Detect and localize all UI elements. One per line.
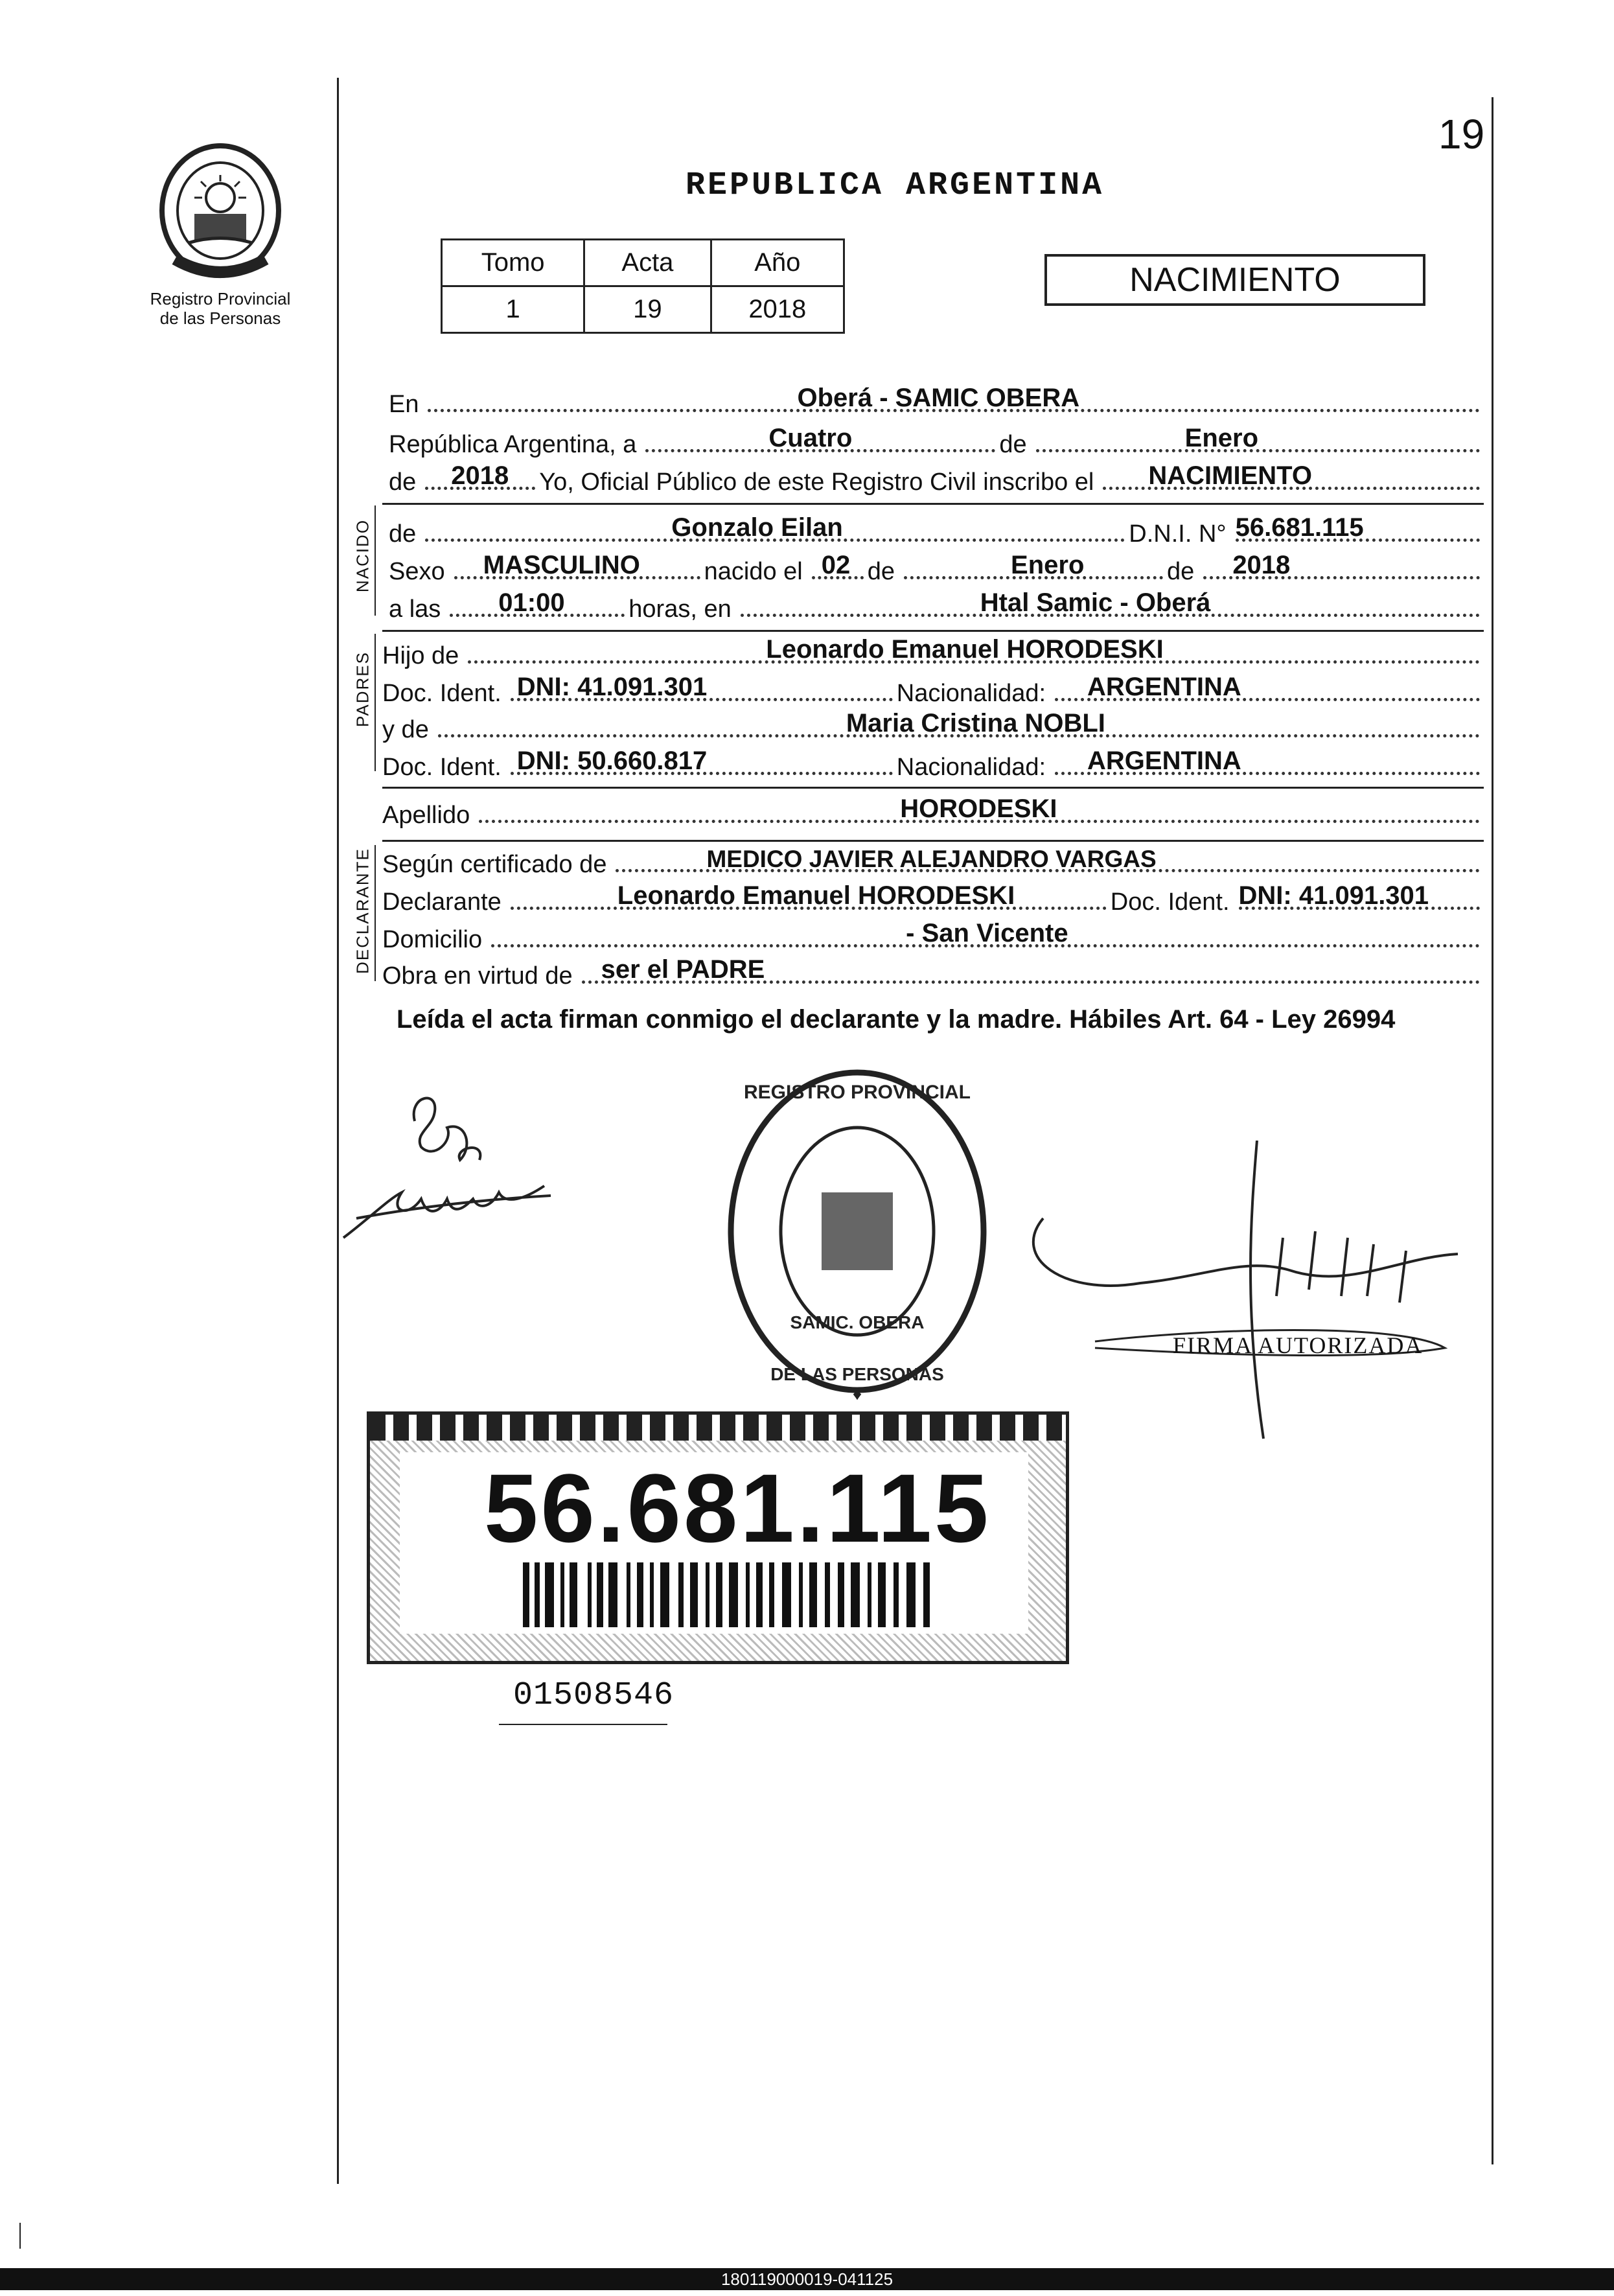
row-apellido: [382, 792, 1484, 829]
svg-text:♦: ♦: [852, 1384, 862, 1404]
official-stamp: [718, 1063, 997, 1406]
value-certificado: MEDICO JAVIER ALEJANDRO VARGAS: [706, 846, 1157, 872]
label-dni: D.N.I. N°: [1129, 520, 1227, 548]
value-dni: 56.681.115: [1235, 513, 1364, 542]
header-ano: Año: [711, 240, 844, 286]
row-y-de: [382, 706, 1484, 744]
value-ano: 2018: [711, 286, 844, 333]
reference-table: [441, 238, 845, 334]
label-de-month: de: [867, 558, 895, 585]
value-acta: 19: [584, 286, 711, 333]
value-month: Enero: [1184, 424, 1259, 452]
row-declarante: [382, 879, 1484, 916]
value-madre-nac: ARGENTINA: [1087, 747, 1241, 775]
page-number: 19: [1438, 111, 1485, 157]
label-doc-padre: Doc. Ident.: [382, 680, 501, 707]
dni-label-number: 56.681.115: [484, 1454, 991, 1562]
label-de-birth-year: de: [1167, 558, 1195, 585]
dni-number-label: [367, 1411, 1069, 1664]
value-padre-nac: ARGENTINA: [1087, 673, 1241, 701]
provincial-seal-logo: [149, 136, 292, 285]
label-nac-madre: Nacionalidad:: [896, 754, 1046, 781]
authorized-signature: [1011, 1141, 1464, 1478]
logo-caption-line2: de las Personas: [159, 308, 281, 328]
right-margin-line: [1492, 97, 1493, 2164]
divider-1: [382, 503, 1484, 505]
label-en: En: [389, 391, 419, 418]
label-nac-padre: Nacionalidad:: [896, 680, 1046, 707]
nacido-bracket: [375, 505, 376, 616]
row-hora: [389, 586, 1484, 623]
value-birth-day: 02: [821, 551, 851, 579]
document-title: REPUBLICA ARGENTINA: [686, 167, 1105, 204]
row-year: [389, 459, 1484, 496]
row-domicilio: [382, 916, 1484, 954]
dni-label-inner: [400, 1452, 1028, 1634]
row-republica: [389, 421, 1484, 459]
footer-code: 180119000019-041125: [0, 2268, 1614, 2290]
svg-text:REGISTRO PROVINCIAL: REGISTRO PROVINCIAL: [743, 1082, 971, 1103]
label-de-name: de: [389, 520, 417, 548]
section-label-padres: PADRES: [352, 651, 373, 727]
row-sexo: [389, 548, 1484, 586]
left-margin-line: [337, 78, 339, 2184]
label-domicilio: Domicilio: [382, 926, 483, 953]
value-madre: Maria Cristina NOBLI: [846, 709, 1105, 737]
value-name: Gonzalo Eilan: [671, 513, 843, 542]
value-lugar: Htal Samic - Oberá: [980, 588, 1211, 617]
logo-caption: [123, 289, 317, 328]
value-hora: 01:00: [498, 588, 565, 617]
label-hijo-de: Hijo de: [382, 642, 459, 669]
label-y-de: y de: [382, 716, 429, 743]
svg-text:DE LAS PERSONAS: DE LAS PERSONAS: [770, 1364, 944, 1384]
section-label-declarante: DECLARANTE: [352, 848, 373, 974]
header-acta: Acta: [584, 240, 711, 286]
value-birth-year: 2018: [1232, 551, 1291, 579]
row-nacido-name: [389, 511, 1484, 548]
row-madre-doc: [382, 744, 1484, 782]
padres-bracket: [375, 634, 376, 771]
serial-underline: [499, 1724, 667, 1725]
header-tomo: Tomo: [442, 240, 584, 286]
label-yo: Yo, Oficial Público de este Registro Civil inscribo el: [539, 469, 1094, 496]
label-declarante: Declarante: [382, 888, 501, 916]
label-a-las: a las: [389, 596, 441, 623]
row-obra: [382, 953, 1484, 990]
edge-mark: [19, 2223, 21, 2249]
label-horas-en: horas, en: [628, 596, 732, 623]
label-nacido-el: nacido el: [704, 558, 803, 585]
divider-2: [382, 630, 1484, 632]
row-en: [389, 381, 1484, 419]
label-apellido: Apellido: [382, 802, 470, 829]
value-act: NACIMIENTO: [1148, 461, 1312, 490]
serial-number: 01508546: [513, 1677, 674, 1714]
row-certificado: [382, 841, 1484, 879]
closing-statement: Leída el acta firman conmigo el declarante y la madre. Hábiles Art. 64 - Ley 26994: [397, 1005, 1396, 1034]
value-sexo: MASCULINO: [483, 551, 640, 579]
label-de: de: [999, 431, 1027, 458]
section-label-nacido: NACIDO: [352, 518, 373, 593]
label-republica: República Argentina, a: [389, 431, 637, 458]
logo-caption-line1: Registro Provincial: [150, 289, 291, 308]
label-obra: Obra en virtud de: [382, 962, 573, 990]
declarante-bracket: [375, 845, 376, 981]
label-de-year: de: [389, 469, 417, 496]
label-doc-madre: Doc. Ident.: [382, 754, 501, 781]
divider-3: [382, 787, 1484, 789]
value-apellido: HORODESKI: [900, 794, 1057, 823]
label-certificado: Según certificado de: [382, 851, 607, 878]
authorized-signature-label: FIRMA AUTORIZADA: [1173, 1332, 1424, 1358]
value-year: 2018: [451, 461, 509, 490]
value-padre-doc: DNI: 41.091.301: [516, 673, 708, 701]
value-birth-month: Enero: [1011, 551, 1085, 579]
svg-text:SAMIC. OBERA: SAMIC. OBERA: [790, 1312, 925, 1332]
value-tomo: 1: [442, 286, 584, 333]
value-padre: Leonardo Emanuel HORODESKI: [766, 635, 1164, 664]
value-place: Oberá - SAMIC OBERA: [797, 384, 1080, 412]
barcode: [523, 1562, 938, 1627]
value-madre-doc: DNI: 50.660.817: [516, 747, 708, 775]
value-domicilio: - San Vicente: [906, 919, 1068, 947]
declarant-signature: [330, 1160, 564, 1251]
value-day: Cuatro: [768, 424, 853, 452]
record-type-box: NACIMIENTO: [1044, 254, 1425, 306]
row-hijo-de: [382, 632, 1484, 670]
row-padre-doc: [382, 670, 1484, 708]
label-doc-declarante: Doc. Ident.: [1110, 888, 1230, 916]
value-obra: ser el PADRE: [601, 955, 765, 984]
value-declarante: Leonardo Emanuel HORODESKI: [617, 881, 1015, 910]
label-sexo: Sexo: [389, 558, 445, 585]
value-doc-declarante: DNI: 41.091.301: [1238, 881, 1429, 910]
